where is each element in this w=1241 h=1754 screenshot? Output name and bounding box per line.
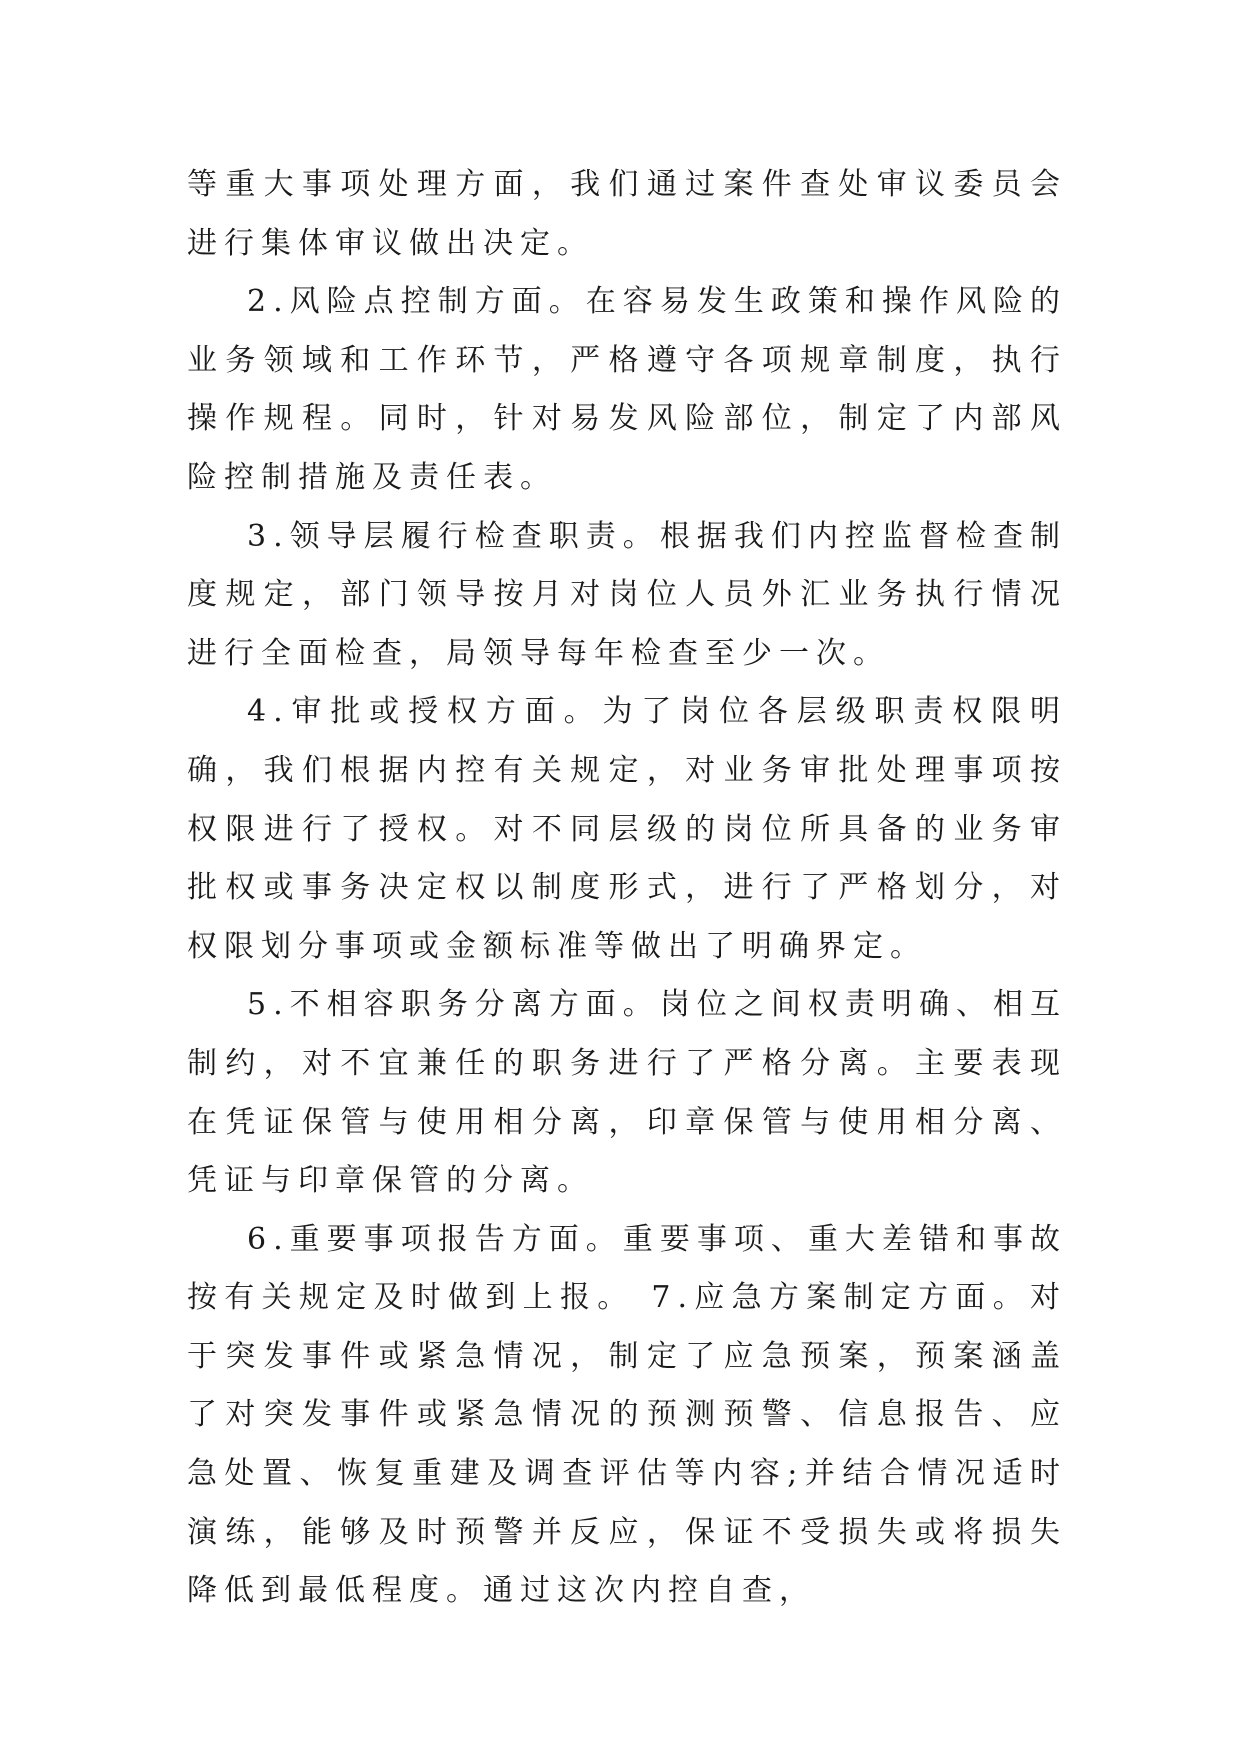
paragraph-approval-authorization: 4.审批或授权方面。为了岗位各层级职责权限明确，我们根据内控有关规定，对业务审批处理事项按权限进行了授权。对不同层级的岗位所具备的业务审批权或事务决定权以制度形式，进行了严格划分，对权限划分事项或金额标准等做出了明确界定。 <box>187 694 1067 964</box>
paragraph-reporting-emergency: 6.重要事项报告方面。重要事项、重大差错和事故按有关规定及时做到上报。 7.应急方案制定方面。对于突发事件或紧急情况，制定了应急预案，预案涵盖了对突发事件或紧急情况的预测预警、信息报告、应急处置、恢复重建及调查评估等内容;并结合情况适时演练，能够及时预警并反应，保证不受损失或将损失降低到最低程度。通过这次内控自查， <box>187 1221 1067 1609</box>
paragraph-continuation: 等重大事项处理方面，我们通过案件查处审议委员会进行集体审议做出决定。 <box>187 167 1067 261</box>
paragraph-leadership-inspection: 3.领导层履行检查职责。根据我们内控监督检查制度规定，部门领导按月对岗位人员外汇业务执行情况进行全面检查，局领导每年检查至少一次。 <box>187 518 1067 671</box>
document-body <box>187 156 1067 1621</box>
paragraph-risk-control: 2.风险点控制方面。在容易发生政策和操作风险的业务领域和工作环节，严格遵守各项规章制度，执行操作规程。同时，针对易发风险部位，制定了内部风险控制措施及责任表。 <box>187 284 1067 495</box>
paragraph-duty-separation: 5.不相容职务分离方面。岗位之间权责明确、相互制约，对不宜兼任的职务进行了严格分离。主要表现在凭证保管与使用相分离，印章保管与使用相分离、凭证与印章保管的分离。 <box>187 987 1067 1199</box>
